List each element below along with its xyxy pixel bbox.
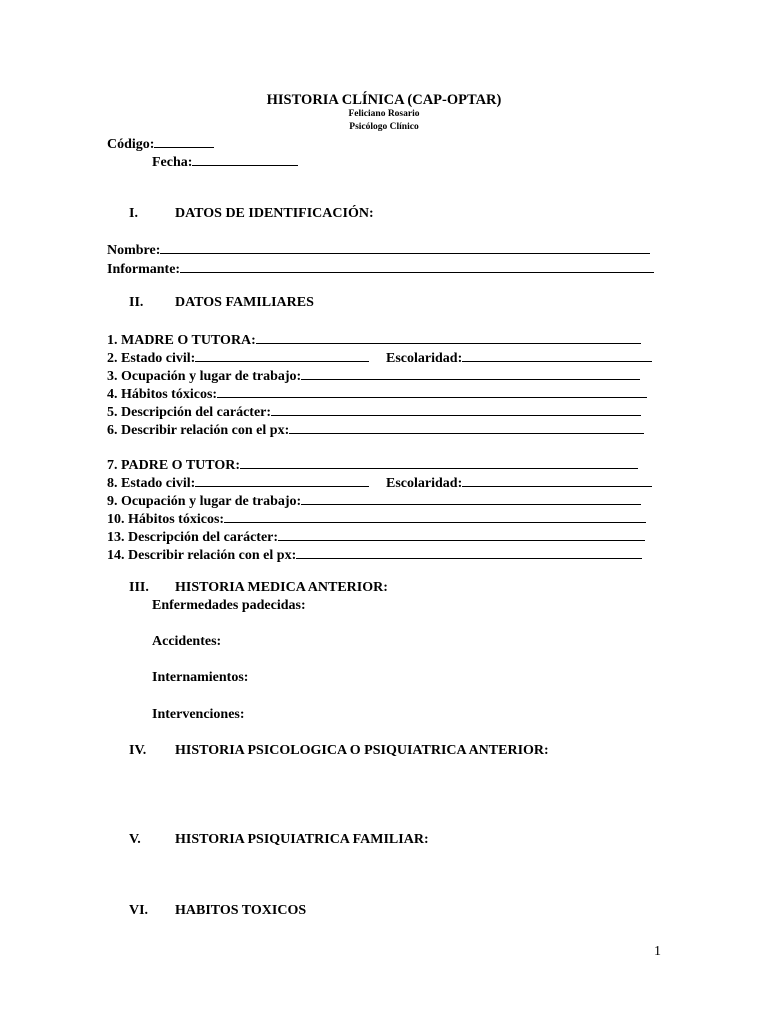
madre-habitos-field[interactable] <box>107 385 647 403</box>
madre-ocupacion-label: 3. Ocupación y lugar de trabajo: <box>107 369 302 384</box>
section-6-number: VI. <box>129 903 149 918</box>
madre-tutora-line <box>256 331 641 344</box>
madre-escolaridad-line <box>462 349 652 362</box>
padre-ocupacion-line <box>301 492 641 505</box>
document-title: HISTORIA CLÍNICA (CAP-OPTAR) <box>266 92 502 108</box>
informante-line <box>180 260 654 273</box>
section-6-title: HABITOS TOXICOS <box>175 903 307 918</box>
madre-tutora-label: 1. MADRE O TUTORA: <box>107 333 256 348</box>
madre-estado-civil-field[interactable] <box>107 349 369 367</box>
madre-ocupacion-field[interactable] <box>107 367 640 385</box>
accidentes: Accidentes: <box>152 634 222 649</box>
section-3-number: III. <box>129 580 149 595</box>
section-4-number: IV. <box>129 743 147 758</box>
madre-relacion-line <box>289 421 644 434</box>
padre-habitos-label: 10. Hábitos tóxicos: <box>107 512 225 527</box>
padre-tutor-field[interactable] <box>107 456 638 474</box>
madre-escolaridad-field[interactable] <box>386 349 652 367</box>
section-2-title: DATOS FAMILIARES <box>175 295 314 310</box>
enfermedades-padecidas: Enfermedades padecidas: <box>152 598 306 613</box>
informante-label: Informante: <box>107 262 181 277</box>
padre-caracter-label: 13. Descripción del carácter: <box>107 530 279 545</box>
padre-ocupacion-field[interactable] <box>107 492 641 510</box>
section-5-number: V. <box>129 832 141 847</box>
madre-habitos-label: 4. Hábitos tóxicos: <box>107 387 218 402</box>
madre-ocupacion-line <box>301 367 640 380</box>
padre-escolaridad-field[interactable] <box>386 474 652 492</box>
madre-estado-civil-line <box>195 349 369 362</box>
informante-field[interactable] <box>107 260 654 278</box>
padre-caracter-line <box>278 528 645 541</box>
intervenciones: Intervenciones: <box>152 707 245 722</box>
madre-habitos-line <box>217 385 647 398</box>
internamientos: Internamientos: <box>152 670 249 685</box>
nombre-line <box>160 241 650 254</box>
author-name: Feliciano Rosario <box>348 109 420 119</box>
madre-relacion-field[interactable] <box>107 421 644 439</box>
fecha-label: Fecha: <box>152 155 193 170</box>
section-1-number: I. <box>129 206 138 221</box>
padre-tutor-line <box>240 456 638 469</box>
padre-estado-civil-field[interactable] <box>107 474 369 492</box>
page-number: 1 <box>654 944 661 959</box>
madre-escolaridad-label: Escolaridad: <box>386 351 463 366</box>
section-4-title: HISTORIA PSICOLOGICA O PSIQUIATRICA ANTERIOR: <box>175 743 549 758</box>
section-3-title: HISTORIA MEDICA ANTERIOR: <box>175 580 388 595</box>
codigo-label: Código: <box>107 137 155 152</box>
madre-estado-civil-label: 2. Estado civil: <box>107 351 196 366</box>
madre-caracter-field[interactable] <box>107 403 641 421</box>
padre-escolaridad-label: Escolaridad: <box>386 476 463 491</box>
nombre-field[interactable] <box>107 241 650 259</box>
padre-estado-civil-label: 8. Estado civil: <box>107 476 196 491</box>
padre-escolaridad-line <box>462 474 652 487</box>
section-2-number: II. <box>129 295 144 310</box>
padre-relacion-label: 14. Describir relación con el px: <box>107 548 297 563</box>
nombre-label: Nombre: <box>107 243 161 258</box>
fecha-line <box>192 153 298 166</box>
section-5-title: HISTORIA PSIQUIATRICA FAMILIAR: <box>175 832 429 847</box>
madre-relacion-label: 6. Describir relación con el px: <box>107 423 290 438</box>
fecha-field[interactable] <box>152 153 298 171</box>
codigo-field[interactable] <box>107 135 214 153</box>
padre-estado-civil-line <box>195 474 369 487</box>
section-1-title: DATOS DE IDENTIFICACIÓN: <box>175 206 374 221</box>
codigo-line <box>154 135 214 148</box>
madre-tutora-field[interactable] <box>107 331 641 349</box>
padre-tutor-label: 7. PADRE O TUTOR: <box>107 458 241 473</box>
padre-ocupacion-label: 9. Ocupación y lugar de trabajo: <box>107 494 302 509</box>
padre-relacion-field[interactable] <box>107 546 642 564</box>
madre-caracter-line <box>271 403 641 416</box>
padre-habitos-field[interactable] <box>107 510 646 528</box>
padre-caracter-field[interactable] <box>107 528 645 546</box>
madre-caracter-label: 5. Descripción del carácter: <box>107 405 272 420</box>
padre-relacion-line <box>296 546 642 559</box>
padre-habitos-line <box>224 510 646 523</box>
author-role: Psicólogo Clínico <box>349 122 419 132</box>
